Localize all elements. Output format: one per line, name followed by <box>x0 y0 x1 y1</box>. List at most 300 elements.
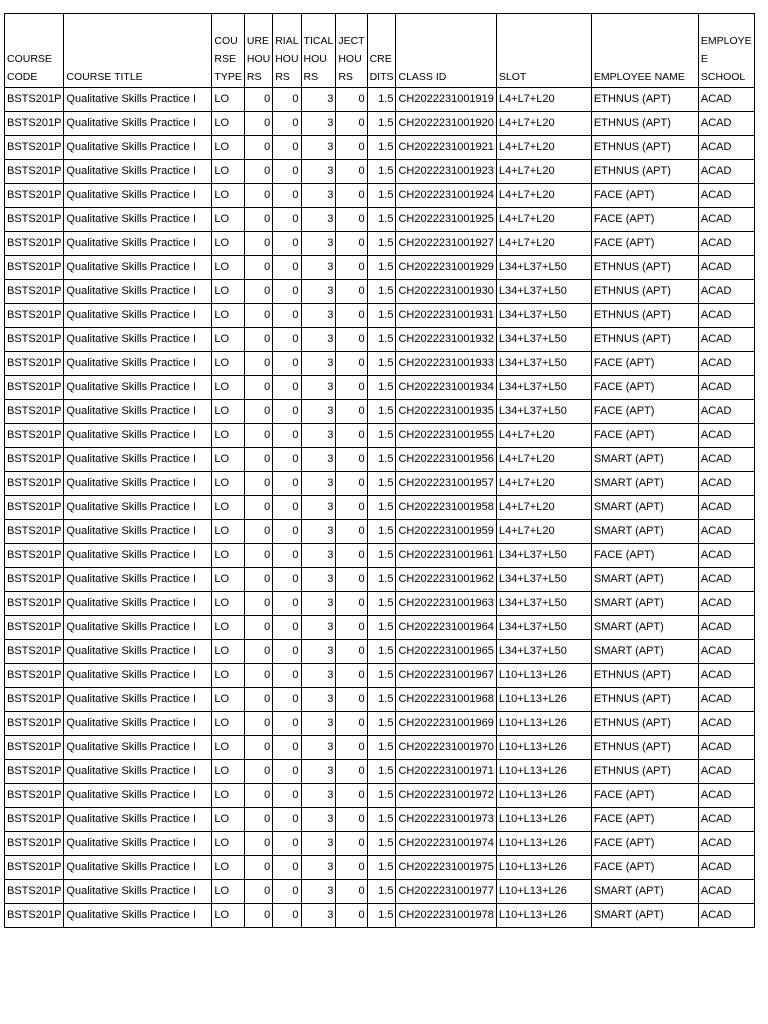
cell-credits: 1.5 <box>367 208 396 232</box>
cell-course-title: Qualitative Skills Practice I <box>64 184 212 208</box>
cell-credits: 1.5 <box>367 232 396 256</box>
cell-project-hours: 0 <box>336 208 367 232</box>
cell-course-type: LO <box>212 352 244 376</box>
course-allocation-table <box>4 13 755 928</box>
cell-practical-hours: 3 <box>301 304 336 328</box>
table-row <box>5 112 755 136</box>
table-row <box>5 448 755 472</box>
cell-course-type: LO <box>212 664 244 688</box>
cell-credits: 1.5 <box>367 472 396 496</box>
cell-slot: L10+L13+L26 <box>496 712 591 736</box>
cell-employee-school: ACAD <box>698 736 754 760</box>
table-row <box>5 400 755 424</box>
cell-lecture-hours: 0 <box>244 424 272 448</box>
cell-employee-name: SMART (APT) <box>591 472 698 496</box>
table-row <box>5 208 755 232</box>
cell-class-id: CH2022231001968 <box>396 688 496 712</box>
cell-course-type: LO <box>212 208 244 232</box>
table-row <box>5 520 755 544</box>
cell-project-hours: 0 <box>336 736 367 760</box>
cell-course-type: LO <box>212 760 244 784</box>
cell-course-code: BSTS201P <box>5 520 64 544</box>
cell-employee-name: ETHNUS (APT) <box>591 328 698 352</box>
cell-class-id: CH2022231001921 <box>396 136 496 160</box>
cell-course-code: BSTS201P <box>5 136 64 160</box>
cell-tutorial-hours: 0 <box>273 232 301 256</box>
cell-employee-school: ACAD <box>698 880 754 904</box>
cell-tutorial-hours: 0 <box>273 688 301 712</box>
cell-slot: L34+L37+L50 <box>496 400 591 424</box>
header-class-id: CLASS ID <box>396 14 496 88</box>
cell-employee-school: ACAD <box>698 544 754 568</box>
cell-project-hours: 0 <box>336 616 367 640</box>
cell-tutorial-hours: 0 <box>273 88 301 112</box>
table-row <box>5 736 755 760</box>
cell-tutorial-hours: 0 <box>273 736 301 760</box>
cell-class-id: CH2022231001971 <box>396 760 496 784</box>
cell-practical-hours: 3 <box>301 136 336 160</box>
cell-credits: 1.5 <box>367 304 396 328</box>
cell-lecture-hours: 0 <box>244 376 272 400</box>
cell-slot: L34+L37+L50 <box>496 640 591 664</box>
cell-slot: L34+L37+L50 <box>496 568 591 592</box>
cell-tutorial-hours: 0 <box>273 520 301 544</box>
cell-slot: L4+L7+L20 <box>496 160 591 184</box>
cell-class-id: CH2022231001957 <box>396 472 496 496</box>
cell-course-title: Qualitative Skills Practice I <box>64 328 212 352</box>
cell-tutorial-hours: 0 <box>273 352 301 376</box>
cell-class-id: CH2022231001970 <box>396 736 496 760</box>
cell-practical-hours: 3 <box>301 616 336 640</box>
cell-project-hours: 0 <box>336 88 367 112</box>
cell-credits: 1.5 <box>367 400 396 424</box>
cell-class-id: CH2022231001955 <box>396 424 496 448</box>
cell-credits: 1.5 <box>367 592 396 616</box>
table-row <box>5 352 755 376</box>
header-employee-school: EMPLOYE E SCHOOL <box>698 14 754 88</box>
cell-employee-school: ACAD <box>698 208 754 232</box>
table-row <box>5 760 755 784</box>
cell-credits: 1.5 <box>367 352 396 376</box>
cell-course-code: BSTS201P <box>5 376 64 400</box>
cell-lecture-hours: 0 <box>244 856 272 880</box>
cell-course-code: BSTS201P <box>5 112 64 136</box>
cell-course-type: LO <box>212 880 244 904</box>
cell-course-type: LO <box>212 784 244 808</box>
cell-project-hours: 0 <box>336 496 367 520</box>
table-row <box>5 784 755 808</box>
cell-employee-name: ETHNUS (APT) <box>591 160 698 184</box>
table-row <box>5 472 755 496</box>
cell-class-id: CH2022231001974 <box>396 832 496 856</box>
cell-tutorial-hours: 0 <box>273 808 301 832</box>
cell-employee-school: ACAD <box>698 760 754 784</box>
cell-slot: L34+L37+L50 <box>496 352 591 376</box>
cell-employee-school: ACAD <box>698 472 754 496</box>
cell-lecture-hours: 0 <box>244 616 272 640</box>
cell-employee-name: ETHNUS (APT) <box>591 136 698 160</box>
cell-tutorial-hours: 0 <box>273 616 301 640</box>
cell-course-code: BSTS201P <box>5 808 64 832</box>
cell-tutorial-hours: 0 <box>273 760 301 784</box>
cell-lecture-hours: 0 <box>244 352 272 376</box>
cell-employee-school: ACAD <box>698 568 754 592</box>
cell-lecture-hours: 0 <box>244 160 272 184</box>
cell-tutorial-hours: 0 <box>273 208 301 232</box>
cell-project-hours: 0 <box>336 472 367 496</box>
table-row <box>5 328 755 352</box>
cell-employee-school: ACAD <box>698 640 754 664</box>
header-credits: CRE DITS <box>367 14 396 88</box>
cell-class-id: CH2022231001964 <box>396 616 496 640</box>
cell-class-id: CH2022231001927 <box>396 232 496 256</box>
cell-course-code: BSTS201P <box>5 832 64 856</box>
cell-tutorial-hours: 0 <box>273 904 301 928</box>
cell-course-title: Qualitative Skills Practice I <box>64 520 212 544</box>
cell-practical-hours: 3 <box>301 256 336 280</box>
table-row <box>5 880 755 904</box>
cell-credits: 1.5 <box>367 880 396 904</box>
cell-practical-hours: 3 <box>301 496 336 520</box>
cell-class-id: CH2022231001931 <box>396 304 496 328</box>
table-row <box>5 688 755 712</box>
cell-course-type: LO <box>212 640 244 664</box>
cell-practical-hours: 3 <box>301 808 336 832</box>
cell-credits: 1.5 <box>367 808 396 832</box>
cell-practical-hours: 3 <box>301 400 336 424</box>
table-row <box>5 808 755 832</box>
cell-credits: 1.5 <box>367 544 396 568</box>
cell-class-id: CH2022231001923 <box>396 160 496 184</box>
cell-tutorial-hours: 0 <box>273 424 301 448</box>
cell-slot: L10+L13+L26 <box>496 760 591 784</box>
cell-credits: 1.5 <box>367 640 396 664</box>
cell-practical-hours: 3 <box>301 736 336 760</box>
cell-credits: 1.5 <box>367 448 396 472</box>
cell-lecture-hours: 0 <box>244 256 272 280</box>
cell-tutorial-hours: 0 <box>273 376 301 400</box>
cell-credits: 1.5 <box>367 904 396 928</box>
cell-course-type: LO <box>212 448 244 472</box>
cell-course-type: LO <box>212 376 244 400</box>
cell-employee-name: ETHNUS (APT) <box>591 256 698 280</box>
cell-tutorial-hours: 0 <box>273 160 301 184</box>
table-row <box>5 832 755 856</box>
cell-employee-name: SMART (APT) <box>591 568 698 592</box>
cell-course-title: Qualitative Skills Practice I <box>64 808 212 832</box>
cell-course-code: BSTS201P <box>5 688 64 712</box>
cell-course-code: BSTS201P <box>5 664 64 688</box>
cell-tutorial-hours: 0 <box>273 784 301 808</box>
cell-employee-school: ACAD <box>698 328 754 352</box>
cell-course-type: LO <box>212 592 244 616</box>
cell-course-code: BSTS201P <box>5 472 64 496</box>
cell-employee-name: FACE (APT) <box>591 352 698 376</box>
cell-credits: 1.5 <box>367 136 396 160</box>
cell-class-id: CH2022231001973 <box>396 808 496 832</box>
cell-project-hours: 0 <box>336 112 367 136</box>
cell-course-type: LO <box>212 712 244 736</box>
cell-credits: 1.5 <box>367 784 396 808</box>
cell-practical-hours: 3 <box>301 688 336 712</box>
cell-employee-school: ACAD <box>698 376 754 400</box>
table-row <box>5 304 755 328</box>
cell-employee-name: FACE (APT) <box>591 856 698 880</box>
cell-class-id: CH2022231001956 <box>396 448 496 472</box>
cell-course-code: BSTS201P <box>5 304 64 328</box>
cell-course-title: Qualitative Skills Practice I <box>64 664 212 688</box>
cell-lecture-hours: 0 <box>244 328 272 352</box>
cell-project-hours: 0 <box>336 856 367 880</box>
cell-project-hours: 0 <box>336 136 367 160</box>
cell-employee-school: ACAD <box>698 424 754 448</box>
cell-employee-school: ACAD <box>698 280 754 304</box>
cell-lecture-hours: 0 <box>244 280 272 304</box>
cell-slot: L34+L37+L50 <box>496 616 591 640</box>
cell-practical-hours: 3 <box>301 664 336 688</box>
cell-tutorial-hours: 0 <box>273 184 301 208</box>
cell-slot: L4+L7+L20 <box>496 520 591 544</box>
cell-employee-name: FACE (APT) <box>591 832 698 856</box>
cell-tutorial-hours: 0 <box>273 664 301 688</box>
cell-project-hours: 0 <box>336 160 367 184</box>
cell-project-hours: 0 <box>336 544 367 568</box>
cell-course-title: Qualitative Skills Practice I <box>64 352 212 376</box>
cell-class-id: CH2022231001934 <box>396 376 496 400</box>
header-row <box>5 14 755 88</box>
cell-course-code: BSTS201P <box>5 352 64 376</box>
cell-project-hours: 0 <box>336 328 367 352</box>
cell-course-code: BSTS201P <box>5 616 64 640</box>
cell-class-id: CH2022231001978 <box>396 904 496 928</box>
cell-class-id: CH2022231001967 <box>396 664 496 688</box>
cell-practical-hours: 3 <box>301 232 336 256</box>
cell-course-type: LO <box>212 160 244 184</box>
cell-practical-hours: 3 <box>301 160 336 184</box>
cell-course-type: LO <box>212 472 244 496</box>
cell-course-code: BSTS201P <box>5 760 64 784</box>
cell-lecture-hours: 0 <box>244 184 272 208</box>
cell-slot: L10+L13+L26 <box>496 832 591 856</box>
cell-credits: 1.5 <box>367 616 396 640</box>
cell-class-id: CH2022231001959 <box>396 520 496 544</box>
cell-employee-name: ETHNUS (APT) <box>591 688 698 712</box>
cell-tutorial-hours: 0 <box>273 712 301 736</box>
cell-employee-school: ACAD <box>698 400 754 424</box>
cell-slot: L34+L37+L50 <box>496 280 591 304</box>
cell-employee-school: ACAD <box>698 232 754 256</box>
cell-credits: 1.5 <box>367 184 396 208</box>
cell-employee-school: ACAD <box>698 784 754 808</box>
cell-employee-school: ACAD <box>698 160 754 184</box>
cell-slot: L34+L37+L50 <box>496 544 591 568</box>
cell-tutorial-hours: 0 <box>273 280 301 304</box>
cell-course-code: BSTS201P <box>5 280 64 304</box>
cell-project-hours: 0 <box>336 880 367 904</box>
cell-course-code: BSTS201P <box>5 880 64 904</box>
cell-class-id: CH2022231001962 <box>396 568 496 592</box>
cell-course-title: Qualitative Skills Practice I <box>64 256 212 280</box>
cell-lecture-hours: 0 <box>244 304 272 328</box>
cell-lecture-hours: 0 <box>244 136 272 160</box>
cell-credits: 1.5 <box>367 496 396 520</box>
cell-project-hours: 0 <box>336 376 367 400</box>
cell-credits: 1.5 <box>367 376 396 400</box>
cell-project-hours: 0 <box>336 592 367 616</box>
header-course-type: COU RSE TYPE <box>212 14 244 88</box>
table-row <box>5 496 755 520</box>
cell-tutorial-hours: 0 <box>273 112 301 136</box>
cell-slot: L10+L13+L26 <box>496 784 591 808</box>
header-practical-hours: TICAL HOU RS <box>301 14 336 88</box>
cell-course-title: Qualitative Skills Practice I <box>64 232 212 256</box>
cell-class-id: CH2022231001924 <box>396 184 496 208</box>
cell-course-type: LO <box>212 736 244 760</box>
cell-practical-hours: 3 <box>301 424 336 448</box>
table-row <box>5 136 755 160</box>
cell-course-code: BSTS201P <box>5 88 64 112</box>
cell-practical-hours: 3 <box>301 280 336 304</box>
cell-course-type: LO <box>212 520 244 544</box>
cell-course-type: LO <box>212 808 244 832</box>
cell-employee-name: FACE (APT) <box>591 544 698 568</box>
cell-tutorial-hours: 0 <box>273 496 301 520</box>
cell-course-code: BSTS201P <box>5 208 64 232</box>
cell-course-code: BSTS201P <box>5 856 64 880</box>
cell-employee-name: SMART (APT) <box>591 592 698 616</box>
cell-employee-name: ETHNUS (APT) <box>591 712 698 736</box>
cell-lecture-hours: 0 <box>244 544 272 568</box>
cell-employee-school: ACAD <box>698 496 754 520</box>
cell-slot: L10+L13+L26 <box>496 736 591 760</box>
cell-employee-school: ACAD <box>698 88 754 112</box>
cell-employee-name: SMART (APT) <box>591 448 698 472</box>
cell-class-id: CH2022231001972 <box>396 784 496 808</box>
cell-project-hours: 0 <box>336 712 367 736</box>
table-row <box>5 568 755 592</box>
cell-employee-name: FACE (APT) <box>591 784 698 808</box>
cell-class-id: CH2022231001919 <box>396 88 496 112</box>
cell-employee-name: FACE (APT) <box>591 208 698 232</box>
cell-employee-school: ACAD <box>698 256 754 280</box>
header-tutorial-hours: RIAL HOU RS <box>273 14 301 88</box>
cell-slot: L10+L13+L26 <box>496 880 591 904</box>
cell-employee-name: FACE (APT) <box>591 424 698 448</box>
cell-employee-school: ACAD <box>698 352 754 376</box>
cell-credits: 1.5 <box>367 112 396 136</box>
cell-slot: L4+L7+L20 <box>496 112 591 136</box>
cell-practical-hours: 3 <box>301 208 336 232</box>
cell-course-title: Qualitative Skills Practice I <box>64 760 212 784</box>
cell-employee-school: ACAD <box>698 616 754 640</box>
cell-course-title: Qualitative Skills Practice I <box>64 208 212 232</box>
cell-lecture-hours: 0 <box>244 496 272 520</box>
cell-course-code: BSTS201P <box>5 712 64 736</box>
cell-practical-hours: 3 <box>301 856 336 880</box>
cell-credits: 1.5 <box>367 712 396 736</box>
cell-project-hours: 0 <box>336 448 367 472</box>
cell-credits: 1.5 <box>367 160 396 184</box>
cell-class-id: CH2022231001958 <box>396 496 496 520</box>
cell-practical-hours: 3 <box>301 112 336 136</box>
cell-employee-name: ETHNUS (APT) <box>591 760 698 784</box>
cell-employee-name: SMART (APT) <box>591 640 698 664</box>
cell-practical-hours: 3 <box>301 784 336 808</box>
cell-course-type: LO <box>212 856 244 880</box>
cell-project-hours: 0 <box>336 688 367 712</box>
cell-slot: L4+L7+L20 <box>496 424 591 448</box>
cell-class-id: CH2022231001969 <box>396 712 496 736</box>
cell-employee-school: ACAD <box>698 184 754 208</box>
cell-lecture-hours: 0 <box>244 448 272 472</box>
cell-credits: 1.5 <box>367 664 396 688</box>
cell-class-id: CH2022231001932 <box>396 328 496 352</box>
cell-slot: L4+L7+L20 <box>496 232 591 256</box>
cell-slot: L4+L7+L20 <box>496 448 591 472</box>
cell-course-code: BSTS201P <box>5 544 64 568</box>
cell-lecture-hours: 0 <box>244 208 272 232</box>
cell-project-hours: 0 <box>336 808 367 832</box>
cell-class-id: CH2022231001935 <box>396 400 496 424</box>
cell-course-type: LO <box>212 424 244 448</box>
cell-credits: 1.5 <box>367 88 396 112</box>
cell-project-hours: 0 <box>336 832 367 856</box>
cell-course-code: BSTS201P <box>5 904 64 928</box>
cell-course-code: BSTS201P <box>5 424 64 448</box>
cell-course-type: LO <box>212 568 244 592</box>
cell-course-type: LO <box>212 280 244 304</box>
cell-credits: 1.5 <box>367 832 396 856</box>
cell-tutorial-hours: 0 <box>273 304 301 328</box>
cell-course-title: Qualitative Skills Practice I <box>64 856 212 880</box>
cell-tutorial-hours: 0 <box>273 856 301 880</box>
cell-course-title: Qualitative Skills Practice I <box>64 688 212 712</box>
cell-employee-name: ETHNUS (APT) <box>591 304 698 328</box>
cell-practical-hours: 3 <box>301 352 336 376</box>
cell-course-type: LO <box>212 688 244 712</box>
cell-practical-hours: 3 <box>301 448 336 472</box>
cell-tutorial-hours: 0 <box>273 544 301 568</box>
cell-course-type: LO <box>212 256 244 280</box>
cell-course-code: BSTS201P <box>5 496 64 520</box>
cell-practical-hours: 3 <box>301 568 336 592</box>
header-lecture-hours: URE HOU RS <box>244 14 272 88</box>
table-row <box>5 160 755 184</box>
table-row <box>5 640 755 664</box>
cell-project-hours: 0 <box>336 424 367 448</box>
cell-course-title: Qualitative Skills Practice I <box>64 376 212 400</box>
cell-employee-name: SMART (APT) <box>591 616 698 640</box>
cell-employee-name: FACE (APT) <box>591 184 698 208</box>
cell-practical-hours: 3 <box>301 592 336 616</box>
cell-class-id: CH2022231001925 <box>396 208 496 232</box>
cell-employee-school: ACAD <box>698 904 754 928</box>
cell-employee-name: SMART (APT) <box>591 520 698 544</box>
cell-slot: L34+L37+L50 <box>496 328 591 352</box>
cell-lecture-hours: 0 <box>244 400 272 424</box>
cell-slot: L4+L7+L20 <box>496 136 591 160</box>
cell-course-type: LO <box>212 136 244 160</box>
cell-course-title: Qualitative Skills Practice I <box>64 472 212 496</box>
cell-slot: L4+L7+L20 <box>496 184 591 208</box>
cell-credits: 1.5 <box>367 280 396 304</box>
cell-credits: 1.5 <box>367 688 396 712</box>
cell-course-code: BSTS201P <box>5 256 64 280</box>
cell-lecture-hours: 0 <box>244 112 272 136</box>
cell-course-title: Qualitative Skills Practice I <box>64 544 212 568</box>
cell-lecture-hours: 0 <box>244 592 272 616</box>
cell-course-type: LO <box>212 544 244 568</box>
